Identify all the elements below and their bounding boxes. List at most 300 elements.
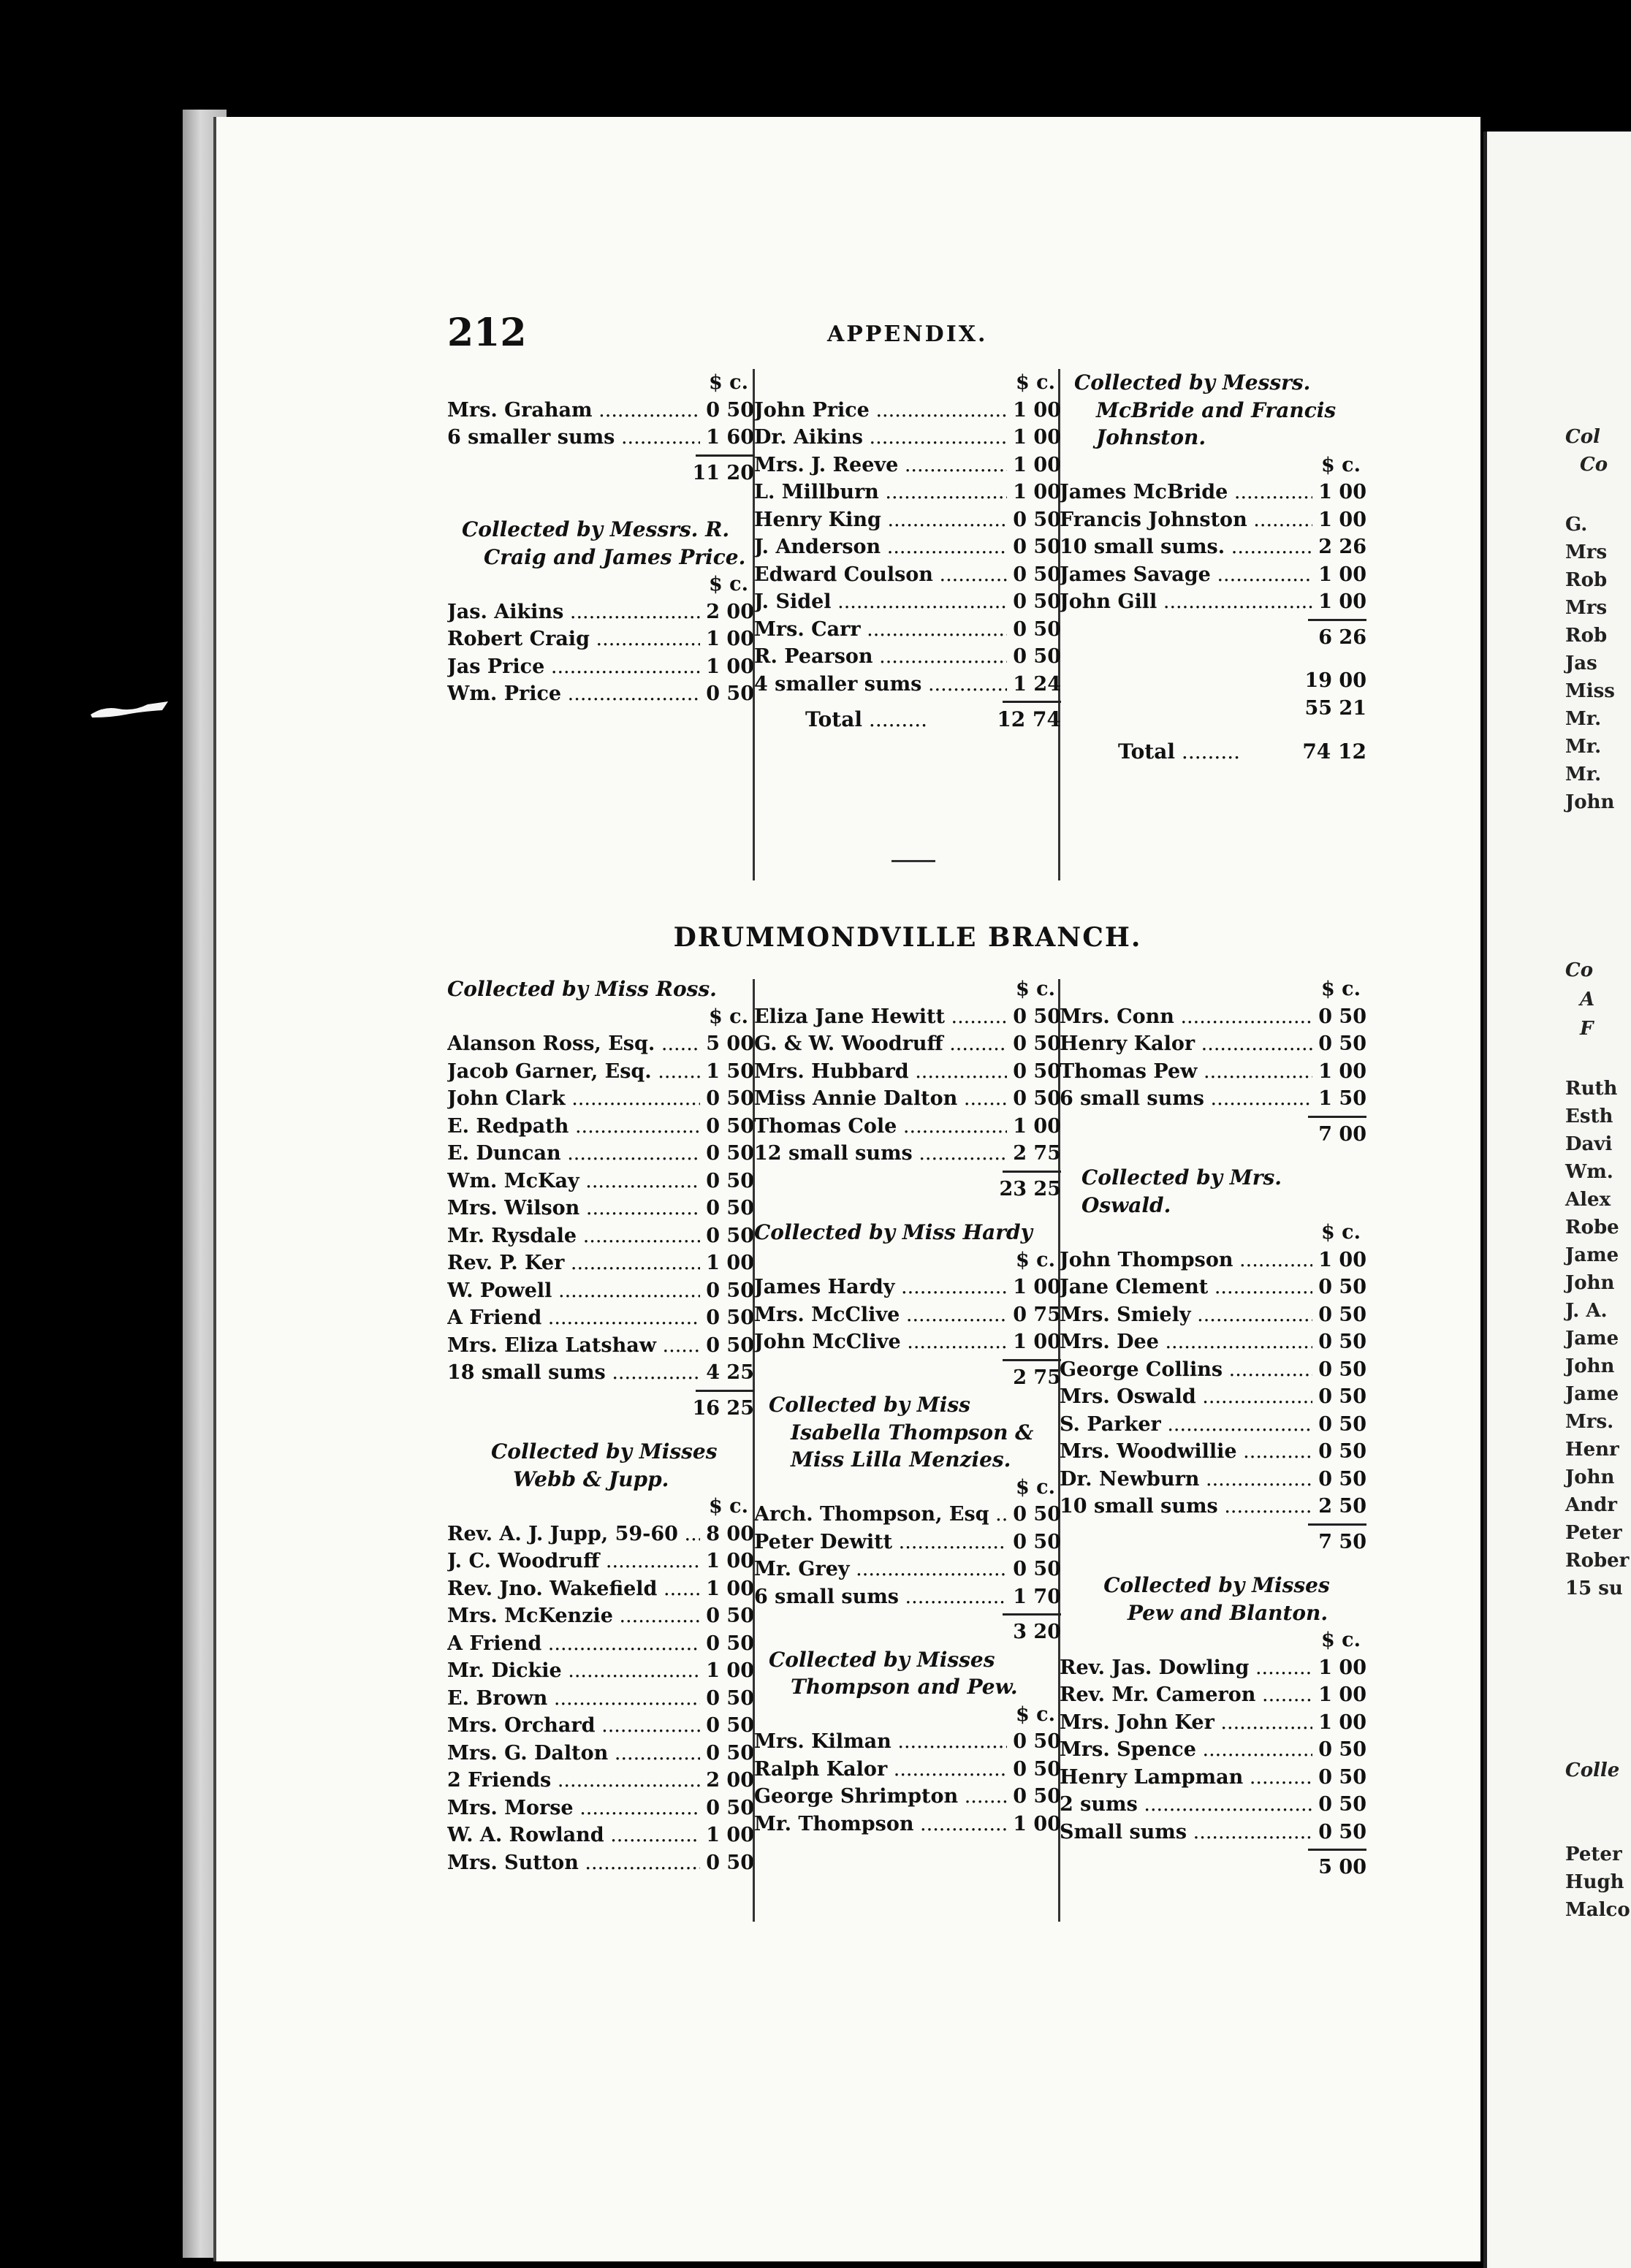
entry-name: Thomas Cole ..... <box>754 1113 1007 1141</box>
entry-amount: 1 00 <box>1013 1114 1061 1138</box>
entry-name: L. Millburn ..... <box>754 479 1007 506</box>
entry-name: Henry Lampman ..... <box>1060 1764 1312 1792</box>
entry-name: 10 small sums ..... <box>1060 1493 1312 1521</box>
entry-name: Mrs. Kilman ..... <box>754 1728 1007 1756</box>
entry-row <box>447 1740 754 1767</box>
entry-amount: 0 50 <box>1318 1358 1366 1381</box>
entry-amount: 0 50 <box>1318 1765 1366 1789</box>
entry-row <box>447 625 754 653</box>
entry-row <box>754 1728 1061 1756</box>
collector-heading: Collected by Misses Thompson and Pew. <box>769 1647 1018 1699</box>
facing-page-fragment: Mrs. <box>1565 1411 1614 1433</box>
sum-rule <box>1003 1171 1061 1173</box>
collector-heading: Collected by Miss Isabella Thompson & Miss Lilla Menzies. <box>769 1393 1034 1472</box>
entry-name: E. Redpath ..... <box>447 1113 700 1141</box>
entry-amount: 0 50 <box>706 1306 754 1329</box>
entry-amount: 1 00 <box>1318 1656 1366 1679</box>
entry-amount: 0 50 <box>1318 1331 1366 1353</box>
entry-name: Mrs. Smiely ..... <box>1060 1301 1312 1329</box>
sum-rule <box>696 1390 754 1392</box>
lower-column-2 <box>754 975 1061 1838</box>
sum-rule <box>1003 1613 1061 1616</box>
facing-page-fragment: Jame <box>1565 1383 1619 1405</box>
collector-heading: Collected by Messrs. R. Craig and James Price. <box>462 517 746 569</box>
entry-amount: 0 50 <box>1318 1467 1366 1491</box>
entry-amount: 1 50 <box>706 1059 754 1083</box>
entry-row <box>1060 1247 1366 1274</box>
entry-amount: 1 24 <box>1013 672 1061 696</box>
facing-page-fragment: Colle <box>1565 1759 1620 1781</box>
entry-row <box>447 653 754 681</box>
entry-amount: 0 50 <box>1013 508 1061 531</box>
entry-amount: 1 00 <box>1013 453 1061 476</box>
entry-amount: 0 50 <box>1318 1440 1366 1463</box>
entry-amount: 0 50 <box>1013 645 1061 668</box>
facing-page-fragment: A <box>1580 989 1595 1011</box>
entry-name: Thomas Pew ..... <box>1060 1058 1312 1086</box>
entry-amount: 0 50 <box>706 682 754 705</box>
facing-page-fragment: F <box>1580 1018 1594 1040</box>
entry-row <box>1060 479 1366 506</box>
entry-name: 2 sums ..... <box>1060 1791 1312 1819</box>
entry-name: Rev. A. J. Jupp, 59-60 ..... <box>447 1521 700 1548</box>
entry-name: Ralph Kalor ..... <box>754 1756 1007 1784</box>
entry-row <box>1060 1466 1366 1493</box>
entry-amount: 0 50 <box>1318 1820 1366 1843</box>
entry-name: Mrs. McClive ..... <box>754 1301 1007 1329</box>
entry-row <box>1060 1681 1366 1709</box>
entry-amount: 0 50 <box>706 1605 754 1627</box>
upper-column-1 <box>447 369 754 708</box>
entry-name: Edward Coulson ..... <box>754 561 1007 589</box>
facing-page-fragment: Malco <box>1565 1899 1630 1921</box>
entry-name: A Friend ..... <box>447 1630 700 1658</box>
facing-page-fragment: Rob <box>1565 625 1608 647</box>
entry-name: George Collins ..... <box>1060 1356 1312 1384</box>
entry-row <box>447 680 754 708</box>
entry-row <box>1060 1085 1366 1113</box>
entry-name: Mrs. Hubbard ..... <box>754 1058 1007 1086</box>
entry-row <box>447 1849 754 1877</box>
entry-row <box>447 1085 754 1113</box>
facing-page-fragment: Mr. <box>1565 736 1602 758</box>
entry-row <box>1060 1438 1366 1466</box>
entry-amount: 0 50 <box>1013 1530 1061 1553</box>
entry-row <box>754 1501 1061 1529</box>
entry-row <box>1060 1819 1366 1846</box>
entry-amount: 0 50 <box>706 1114 754 1138</box>
facing-page-fragment: Jame <box>1565 1244 1619 1266</box>
entry-name: 4 smaller sums ..... <box>754 671 1007 699</box>
entry-row <box>754 1274 1061 1301</box>
entry-amount: 0 50 <box>1318 1412 1366 1436</box>
facing-page-fragment: Co <box>1580 454 1608 476</box>
running-title: APPENDIX. <box>827 321 988 347</box>
entry-row <box>1060 561 1366 589</box>
entry-row <box>447 1304 754 1332</box>
facing-page-fragment: Esth <box>1565 1106 1613 1127</box>
entry-amount: 2 75 <box>1013 1142 1061 1165</box>
entry-row <box>1060 1003 1366 1031</box>
entry-row <box>447 1113 754 1141</box>
subtotal: 6 26 <box>1318 625 1366 649</box>
entry-row <box>1060 1411 1366 1439</box>
total-value: 74 12 <box>1302 739 1366 764</box>
entry-name: Dr. Aikins ..... <box>754 424 1007 452</box>
entry-name: J. Anderson ..... <box>754 533 1007 561</box>
entry-amount: 0 50 <box>1318 1738 1366 1761</box>
entry-amount: 0 50 <box>706 1169 754 1192</box>
facing-page-fragment: Wm. <box>1565 1161 1613 1183</box>
entry-name: Mrs. Eliza Latshaw ..... <box>447 1332 700 1360</box>
entry-row <box>447 424 754 452</box>
sum-rule <box>1308 619 1366 621</box>
entry-row <box>447 1277 754 1305</box>
entry-name: Rev. P. Ker ..... <box>447 1249 700 1277</box>
entry-name: James Hardy ..... <box>754 1274 1007 1301</box>
entry-row <box>754 452 1061 479</box>
entry-row <box>754 1058 1061 1086</box>
entry-row <box>754 1030 1061 1058</box>
entry-name: 6 small sums ..... <box>754 1583 1007 1611</box>
entry-name: Wm. McKay ..... <box>447 1168 700 1195</box>
entry-row <box>754 506 1061 534</box>
entry-amount: 1 00 <box>1318 508 1366 531</box>
facing-page-fragment: Rob <box>1565 569 1608 591</box>
entry-row <box>447 1575 754 1603</box>
entry-name: A Friend ..... <box>447 1304 700 1332</box>
lower-column-1 <box>447 975 754 1876</box>
facing-page-fragment: John <box>1565 1466 1615 1488</box>
currency-label: $ c. <box>1015 1475 1055 1499</box>
entry-row <box>447 1521 754 1548</box>
total-row <box>1060 738 1366 766</box>
entry-amount: 1 60 <box>706 426 754 449</box>
entry-amount: 0 50 <box>1013 1757 1061 1781</box>
entry-name: Mrs. G. Dalton ..... <box>447 1740 700 1767</box>
entry-amount: 0 50 <box>706 1224 754 1247</box>
sum-rule <box>1308 1116 1366 1118</box>
entry-name: John Thompson ..... <box>1060 1247 1312 1274</box>
entry-name: Rev. Jno. Wakefield ..... <box>447 1575 700 1603</box>
entry-amount: 0 50 <box>1318 1385 1366 1408</box>
currency-label: $ c. <box>1320 1629 1361 1651</box>
entry-name: John Price ..... <box>754 397 1007 425</box>
entry-row <box>754 479 1061 506</box>
entry-amount: 0 50 <box>706 1279 754 1302</box>
entry-amount: 1 00 <box>1318 1710 1366 1734</box>
entry-row <box>447 1140 754 1168</box>
facing-page-fragment: Henr <box>1565 1439 1619 1461</box>
subtotal: 16 25 <box>692 1396 754 1420</box>
subtotal: 19 00 <box>1304 669 1366 692</box>
entry-row <box>1060 1328 1366 1356</box>
entry-amount: 1 00 <box>706 1550 754 1572</box>
entry-row <box>1060 1736 1366 1764</box>
entry-amount: 0 50 <box>1013 1032 1061 1055</box>
entry-name: Mrs. J. Reeve ..... <box>754 452 1007 479</box>
facing-page-fragment: Mr. <box>1565 764 1602 785</box>
entry-amount: 0 50 <box>1318 1005 1366 1028</box>
entry-name: Rev. Jas. Dowling ..... <box>1060 1654 1312 1682</box>
facing-page-fragment: Hugh <box>1565 1871 1624 1893</box>
entry-row <box>1060 588 1366 616</box>
facing-page-fragment: John <box>1565 1355 1615 1377</box>
entry-name: George Shrimpton ..... <box>754 1783 1007 1811</box>
entry-name: Mrs. Morse ..... <box>447 1795 700 1822</box>
entry-amount: 0 50 <box>1013 1785 1061 1808</box>
entry-row <box>1060 1301 1366 1329</box>
entry-name: Jas. Aikins ..... <box>447 598 700 626</box>
entry-name: Francis Johnston ..... <box>1060 506 1312 534</box>
entry-amount: 0 50 <box>706 1686 754 1710</box>
currency-label: $ c. <box>708 573 748 595</box>
collector-heading: Collected by Miss Ross. <box>447 977 717 1001</box>
entry-row <box>447 1249 754 1277</box>
facing-page-fragment: Mrs <box>1565 597 1608 619</box>
entry-amount: 8 00 <box>706 1522 754 1545</box>
entry-name: Small sums ..... <box>1060 1819 1312 1846</box>
entry-row <box>754 1556 1061 1583</box>
sum-rule <box>1308 1849 1366 1851</box>
facing-page-fragment: J. A. <box>1565 1300 1608 1322</box>
entry-amount: 5 00 <box>706 1032 754 1055</box>
entry-name: James McBride ..... <box>1060 479 1312 506</box>
collector-heading: Collected by Miss Hardy <box>754 1220 1033 1244</box>
entry-row <box>447 598 754 626</box>
entry-amount: 1 00 <box>706 1252 754 1274</box>
entry-name: Mrs. Wilson ..... <box>447 1195 700 1222</box>
entry-row <box>1060 1791 1366 1819</box>
entry-amount: 0 50 <box>1013 1005 1061 1028</box>
entry-name: 18 small sums ..... <box>447 1359 700 1387</box>
entry-name: Mrs. Graham ..... <box>447 397 700 425</box>
entry-row <box>754 616 1061 644</box>
entry-amount: 1 00 <box>1318 1683 1366 1706</box>
entry-row <box>1060 1030 1366 1058</box>
entry-amount: 1 00 <box>706 1577 754 1600</box>
currency-label: $ c. <box>1015 1702 1055 1726</box>
entry-amount: 1 70 <box>1013 1585 1061 1608</box>
currency-label: $ c. <box>1015 371 1055 394</box>
entry-row <box>447 1602 754 1630</box>
entry-row <box>754 1301 1061 1329</box>
entry-amount: 2 00 <box>706 1769 754 1792</box>
entry-row <box>754 1328 1061 1356</box>
entry-name: Miss Annie Dalton ..... <box>754 1085 1007 1113</box>
entry-row <box>447 1058 754 1086</box>
entry-name: 6 small sums ..... <box>1060 1085 1312 1113</box>
entry-row <box>447 1712 754 1740</box>
entry-amount: 0 50 <box>706 1333 754 1357</box>
entry-amount: 0 50 <box>1318 1793 1366 1816</box>
entry-name: Jane Clement ..... <box>1060 1274 1312 1301</box>
entry-row <box>754 1583 1061 1611</box>
entry-amount: 0 50 <box>1013 1503 1061 1526</box>
entry-amount: 1 00 <box>1013 1276 1061 1298</box>
entry-amount: 0 50 <box>1013 1558 1061 1580</box>
sum-rule <box>1003 1359 1061 1361</box>
entry-amount: 1 50 <box>1318 1087 1366 1110</box>
collector-heading: Collected by Misses Webb & Jupp. <box>491 1439 718 1491</box>
facing-page-fragment: Peter <box>1565 1522 1622 1544</box>
entry-row <box>1060 1356 1366 1384</box>
section-separator <box>891 860 935 862</box>
entry-name: 6 smaller sums ..... <box>447 424 700 452</box>
entry-amount: 1 00 <box>1318 1059 1366 1083</box>
entry-name: Mrs. Dee ..... <box>1060 1328 1312 1356</box>
subtotal: 23 25 <box>999 1177 1061 1200</box>
entry-row <box>1060 506 1366 534</box>
entry-name: Mrs. Orchard ..... <box>447 1712 700 1740</box>
entry-row <box>447 397 754 425</box>
entry-name: Arch. Thompson, Esq ..... <box>754 1501 1007 1529</box>
entry-row <box>447 1822 754 1849</box>
subtotal: 3 20 <box>1013 1621 1061 1643</box>
entry-amount: 0 50 <box>1013 590 1061 613</box>
subtotal: 11 20 <box>692 461 754 484</box>
entry-name: Henry King ..... <box>754 506 1007 534</box>
entry-amount: 1 00 <box>1013 1812 1061 1835</box>
subtotal: 2 75 <box>1013 1366 1061 1389</box>
stray-mark <box>89 700 170 719</box>
entry-name: Jas Price ..... <box>447 653 700 681</box>
facing-page-fragment: Rober <box>1565 1550 1630 1572</box>
currency-label: $ c. <box>1320 978 1361 1000</box>
entry-amount: 1 00 <box>706 628 754 650</box>
entry-name: Mrs. Oswald ..... <box>1060 1383 1312 1411</box>
entry-row <box>447 1332 754 1360</box>
lower-column-3 <box>1060 975 1366 1881</box>
entry-amount: 1 00 <box>706 655 754 678</box>
entry-amount: 0 50 <box>706 1087 754 1110</box>
entry-name: Peter Dewitt ..... <box>754 1529 1007 1556</box>
entry-row <box>1060 1058 1366 1086</box>
entry-amount: 0 50 <box>1013 1730 1061 1753</box>
facing-page-fragment: Mrs <box>1565 541 1608 563</box>
entry-amount: 0 50 <box>1318 1276 1366 1298</box>
entry-name: Mrs. Carr ..... <box>754 616 1007 644</box>
entry-amount: 0 50 <box>1013 1087 1061 1110</box>
sum-rule <box>1308 1523 1366 1526</box>
entry-row <box>754 397 1061 425</box>
entry-amount: 1 00 <box>1013 481 1061 503</box>
entry-row <box>754 671 1061 699</box>
facing-page-fragment: Davi <box>1565 1133 1613 1155</box>
collector-heading: Collected by Messrs. McBride and Francis Johnston. <box>1074 370 1337 449</box>
entry-row <box>1060 1274 1366 1301</box>
entry-name: Wm. Price ..... <box>447 680 700 708</box>
entry-name: Jacob Garner, Esq. ..... <box>447 1058 700 1086</box>
entry-name: Mrs. McKenzie ..... <box>447 1602 700 1630</box>
entry-name: John McClive ..... <box>754 1328 1007 1356</box>
total-value: 12 74 <box>997 707 1061 731</box>
facing-page-fragment: John <box>1565 791 1615 813</box>
entry-row <box>754 588 1061 616</box>
entry-amount: 0 50 <box>706 1714 754 1737</box>
entry-row <box>447 1195 754 1222</box>
currency-label: $ c. <box>1320 453 1361 476</box>
facing-page-fragment: 15 su <box>1565 1578 1623 1599</box>
currency-label: $ c. <box>708 371 748 394</box>
entry-name: Robert Craig ..... <box>447 625 700 653</box>
page-number: 212 <box>447 311 527 355</box>
entry-amount: 0 75 <box>1013 1303 1061 1326</box>
entry-row <box>447 1795 754 1822</box>
entry-amount: 1 00 <box>706 1659 754 1682</box>
currency-label: $ c. <box>1015 978 1055 1000</box>
entry-name: Mr. Thompson ..... <box>754 1811 1007 1838</box>
entry-amount: 0 50 <box>706 398 754 422</box>
facing-page-fragment: Jas <box>1565 652 1597 674</box>
facing-page-fragment: Ruth <box>1565 1078 1618 1100</box>
section-title: DRUMMONDVILLE BRANCH. <box>673 922 1142 953</box>
entry-name: S. Parker ..... <box>1060 1411 1312 1439</box>
entry-amount: 1 00 <box>1318 563 1366 586</box>
entry-amount: 0 50 <box>1013 617 1061 641</box>
sum-rule <box>1003 701 1061 703</box>
entry-amount: 1 00 <box>1013 1331 1061 1353</box>
entry-name: James Savage ..... <box>1060 561 1312 589</box>
entry-name: John Gill ..... <box>1060 588 1312 616</box>
entry-amount: 1 00 <box>1318 1248 1366 1271</box>
facing-page-fragment: Jame <box>1565 1328 1619 1350</box>
entry-name: R. Pearson ..... <box>754 643 1007 671</box>
facing-page-fragment: John <box>1565 1272 1615 1294</box>
currency-label: $ c. <box>708 1005 748 1028</box>
entry-row <box>754 561 1061 589</box>
entry-row <box>447 1685 754 1713</box>
entry-amount: 0 50 <box>706 1851 754 1874</box>
collector-heading: Collected by Mrs. Oswald. <box>1081 1165 1282 1217</box>
entry-name: Rev. Mr. Cameron ..... <box>1060 1681 1312 1709</box>
entry-amount: 0 50 <box>1318 1303 1366 1326</box>
entry-row <box>1060 1654 1366 1682</box>
entry-row <box>447 1222 754 1250</box>
entry-name: W. A. Rowland ..... <box>447 1822 700 1849</box>
entry-name: E. Brown ..... <box>447 1685 700 1713</box>
facing-page-fragment: G. <box>1565 514 1588 536</box>
facing-page-fragment: Robe <box>1565 1217 1619 1238</box>
entry-row <box>754 1003 1061 1031</box>
entry-name: Eliza Jane Hewitt ..... <box>754 1003 1007 1031</box>
entry-name: John Clark ..... <box>447 1085 700 1113</box>
entry-name: Mrs. Spence ..... <box>1060 1736 1312 1764</box>
entry-name: Mr. Grey ..... <box>754 1556 1007 1583</box>
entry-amount: 1 00 <box>1318 481 1366 503</box>
entry-row <box>447 1168 754 1195</box>
entry-amount: 1 00 <box>1013 426 1061 449</box>
total-label: Total ..... <box>754 706 927 734</box>
entry-name: Mr. Rysdale ..... <box>447 1222 700 1250</box>
entry-name: 10 small sums. ..... <box>1060 533 1312 561</box>
entry-row <box>1060 1383 1366 1411</box>
entry-row <box>754 1113 1061 1141</box>
entry-row <box>447 1767 754 1795</box>
entry-amount: 2 00 <box>706 600 754 623</box>
collector-heading: Collected by Misses Pew and Blanton. <box>1103 1573 1330 1625</box>
entry-amount: 0 50 <box>706 1741 754 1765</box>
entry-row <box>754 1811 1061 1838</box>
entry-name: J. Sidel ..... <box>754 588 1007 616</box>
entry-name: Mrs. Woodwillie ..... <box>1060 1438 1312 1466</box>
entry-amount: 1 00 <box>706 1824 754 1846</box>
facing-page-fragment: Andr <box>1565 1494 1617 1516</box>
facing-page-fragment: Co <box>1565 959 1594 981</box>
entry-row <box>447 1657 754 1685</box>
entry-name: J. C. Woodruff ..... <box>447 1548 700 1575</box>
entry-amount: 0 50 <box>706 1632 754 1655</box>
